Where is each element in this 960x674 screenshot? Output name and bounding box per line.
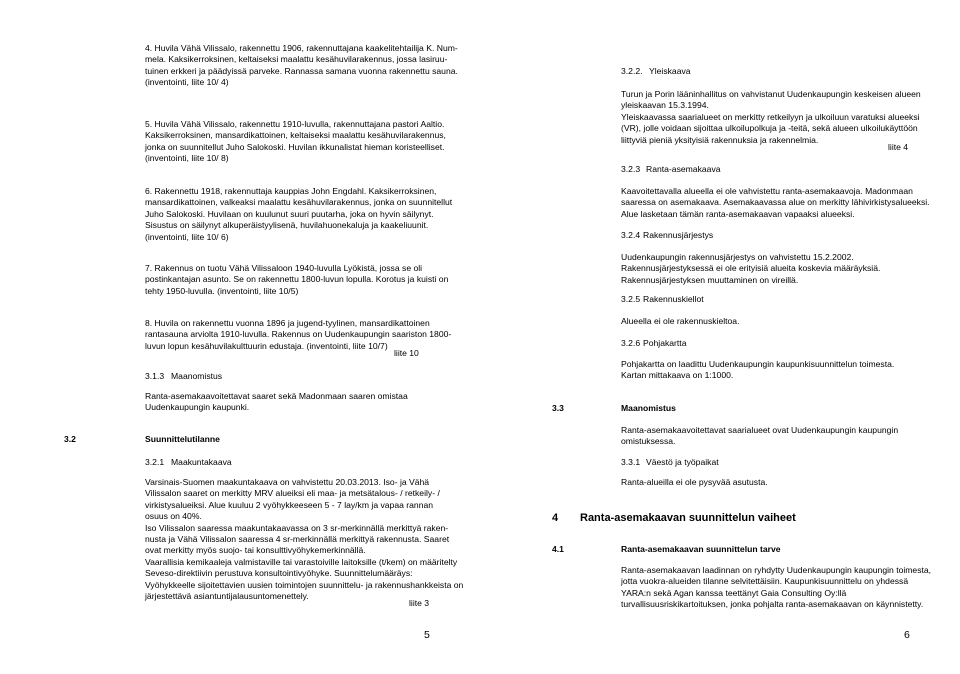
section-3-3-1-title: Väestö ja työpaikat bbox=[646, 457, 719, 467]
section-3-2-1-number: 3.2.1 bbox=[145, 457, 165, 467]
page-number-right: 6 bbox=[904, 629, 910, 641]
section-4-1-number: 4.1 bbox=[552, 544, 564, 554]
section-3-2-6-number: 3.2.6 bbox=[621, 338, 641, 348]
section-3-2-3-title: Ranta-asemakaava bbox=[646, 164, 721, 174]
chapter-4-title: Ranta-asemakaavan suunnittelun vaiheet bbox=[580, 512, 796, 524]
section-3-2-2-body: Turun ja Porin lääninhallitus on vahvistanut Uudenkaupungin keskeisen alueen yleiskaavan 15.3.1994. Yleiskaavassa saarialueet on merkitty retkeilyyn ja ulkoiluun varatuksi alueeksi (VR), jolle voidaan sijoittaa ulkoilupolkuja ja -teitä, sekä alueen ulkoilukäyttöön liittyviä pieniä yksityisiä rakennuksia ja rakennelmia. bbox=[621, 89, 921, 145]
section-3-2-5-number: 3.2.5 bbox=[621, 294, 641, 304]
inventory-item-4: 4. Huvila Vähä Vilissalo, rakennettu 1906, rakennuttajana kaakelitehtailija K. Num- mela. Kaksikerroksinen, keltaiseksi maalattu kesähuvilarakennus, jossa lasiruu- tuinen erkkeri ja päädyissä parveke. Rannassa samana vuonna rakennettu sauna. (inventointi, liite 10/ 4) bbox=[145, 43, 458, 88]
inventory-item-8: 8. Huvila on rakennettu vuonna 1896 ja jugend-tyylinen, mansardikattoinen rantasauna arviolta 1910-luvulla. Rakennus on Uudenkaupungin saariston 1800- luvun lopun kesähuvilakulttuurin edustaja. (inventointi, liite 10/7) bbox=[145, 318, 452, 351]
section-3-2-6-title: Pohjakartta bbox=[643, 338, 687, 348]
page-right bbox=[480, 0, 960, 674]
chapter-4-number: 4 bbox=[552, 512, 559, 524]
section-3-1-3-title: Maanomistus bbox=[171, 371, 223, 381]
section-3-2-3-body: Kaavoitettavalla alueella ei ole vahvistettu ranta-asemakaavoja. Madonmaan saaressa on asemakaava. Asemakaavassa alue on merkitty lähivirkistysalueeksi. Alue lasketaan tämän ranta-asemakaavan vapaaksi alueeksi. bbox=[621, 186, 930, 219]
section-3-2-1-title: Maakuntakaava bbox=[171, 457, 232, 467]
section-3-2-5-body: Alueella ei ole rakennuskieltoa. bbox=[621, 316, 740, 326]
section-3-2-4-title: Rakennusjärjestys bbox=[643, 230, 714, 240]
appendix-ref-4: liite 4 bbox=[888, 142, 909, 152]
section-3-2-2-number: 3.2.2. bbox=[621, 66, 643, 76]
section-3-2-5-title: Rakennuskiellot bbox=[643, 294, 704, 304]
inventory-item-5: 5. Huvila Vähä Vilissalo, rakennettu 1910-luvulla, rakennuttajana pastori Aaltio. Kaksikerroksinen, mansardikattoinen, keltaiseksi maalattu kesähuvilarakennus, jonka on suunnitellut Juho Salokoski. Huvilan ikkunalistat hieman koristeelliset. (inventointi, liite 10/ 8) bbox=[145, 119, 446, 164]
appendix-ref-3: liite 3 bbox=[409, 598, 430, 608]
appendix-ref-10: liite 10 bbox=[394, 348, 419, 358]
section-3-2-1-body: Varsinais-Suomen maakuntakaava on vahvistettu 20.03.2013. Iso- ja Vähä Vilissalon saaret on merkitty MRV alueiksi eli maa- ja metsätalous- / retkeily- / virkistysalueiksi. Alue kuuluu 2 vyöhykkeeseen 5 - 7 lay/km ja vapaa rannan osuus on 40%. Iso Vilissalon saaressa maakuntakaavassa on 3 sr-merkinnällä merkittyä raken- nusta ja Vähä Vilissalon saaressa 4 sr-merkinnällä merkittyä rakennusta. Saaret ovat merkitty myös suojo- tai konsulttivyöhykemerkinnällä. Vaarallisia kemikaaleja valmistaville tai varastoiville laitoksille (t/kem) on määritelty Seveso-direktiivin perustuva konsultointivyöhyke. Suunnittelumääräys: Vyöhykkeelle sijoitettavien uusien toimintojen suunnittelu- ja rakennushankkeista on järjestettävä asiantuntijalausuntomenettely. bbox=[145, 477, 464, 602]
section-3-2-4-number: 3.2.4 bbox=[621, 230, 641, 240]
section-4-1-body: Ranta-asemakaavan laadinnan on ryhdytty Uudenkaupungin kaupungin toimesta, jotta vuokra-alueiden tilanne selvitettäisiin. Kaupunkisuunnittelu on yhdessä YARA:n sekä Agan kanssa teettänyt Gaia Consulting Oy:llä turvallisuusriskikartoituksen, jonka pohjalta ranta-asemakaavan on käynnistetty. bbox=[621, 565, 932, 610]
section-3-2-4-body: Uudenkaupungin rakennusjärjestys on vahvistettu 15.2.2002. Rakennusjärjestyksessä ei ole erityisiä alueita koskevia määräyksiä. Rakennusjärjestyksen muuttaminen on vireillä. bbox=[621, 252, 881, 285]
inventory-item-6: 6. Rakennettu 1918, rakennuttaja kauppias John Engdahl. Kaksikerroksinen, mansardikattoinen, valkeaksi maalattu kesähuvilarakennus, jonka on suunnitellut Juho Salokoski. Huvilaan on kuulunut suuri puutarha, joka on hyvin säilynyt. Sisustus on säilynyt alkuperäistyylisenä, huvilahuonekaluja ja kaakeliuunit. (inventointi, liite 10/ 6) bbox=[145, 186, 453, 242]
section-3-1-3-body: Ranta-asemakaavoitettavat saaret sekä Madonmaan saaren omistaa Uudenkaupungin kaupunki. bbox=[145, 391, 408, 413]
section-3-2-number: 3.2 bbox=[64, 434, 76, 444]
page-number-left: 5 bbox=[424, 629, 430, 641]
section-3-2-title: Suunnittelutilanne bbox=[145, 434, 220, 444]
section-3-3-1-number: 3.3.1 bbox=[621, 457, 641, 467]
section-3-3-1-body: Ranta-alueilla ei ole pysyvää asutusta. bbox=[621, 477, 768, 487]
section-3-3-title: Maanomistus bbox=[621, 403, 676, 413]
section-3-3-body: Ranta-asemakaavoitettavat saarialueet ovat Uudenkaupungin kaupungin omistuksessa. bbox=[621, 425, 899, 447]
inventory-item-7: 7. Rakennus on tuotu Vähä Vilissaloon 1940-luvulla Lyökistä, jossa se oli postinkantajan asunto. Se on rakennettu 1800-luvun lopulla. Korotus ja kuisti on tehty 1950-luvulla. (inventointi, liite 10/5) bbox=[145, 263, 449, 296]
section-3-2-6-body: Pohjakartta on laadittu Uudenkaupungin kaupunkisuunnittelun toimesta. Kartan mittakaava on 1:1000. bbox=[621, 359, 895, 381]
section-3-2-3-number: 3.2.3 bbox=[621, 164, 641, 174]
section-3-1-3-number: 3.1.3 bbox=[145, 371, 165, 381]
section-3-3-number: 3.3 bbox=[552, 403, 564, 413]
section-3-2-2-title: Yleiskaava bbox=[649, 66, 691, 76]
section-4-1-title: Ranta-asemakaavan suunnittelun tarve bbox=[621, 544, 781, 554]
